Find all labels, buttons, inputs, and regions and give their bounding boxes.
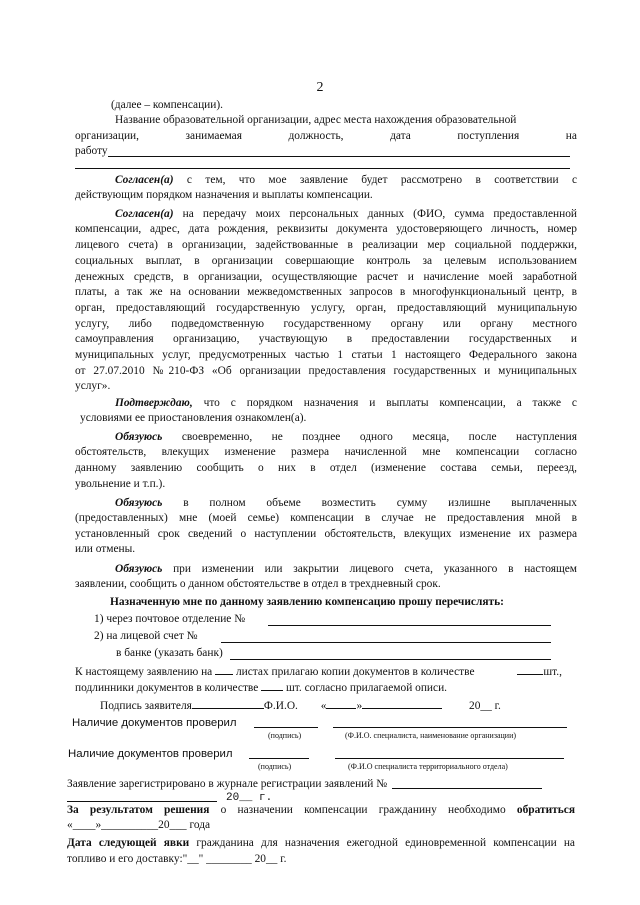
obl-1-line: увольнение и т.п.).	[75, 478, 166, 490]
check-2-fio-field[interactable]	[335, 758, 564, 759]
obl-3-text: при изменении или закрытии лицевого счета, указанного в настоящем	[162, 563, 577, 575]
continuation-text: (далее – компенсации).	[111, 99, 223, 111]
result-bold-2: обратиться	[516, 804, 575, 816]
attach-line-1	[75, 663, 562, 681]
org-line-1: Название образовательной организации, адрес места нахождения образовательной	[115, 114, 517, 126]
work-label: работу	[75, 145, 108, 157]
sign-day-field[interactable]	[326, 697, 356, 709]
fio-label: Ф.И.О.	[263, 700, 298, 712]
agree-1-bold: Согласен(а)	[115, 174, 174, 186]
check-2-label: Наличие документов проверил	[68, 748, 233, 760]
obl-1-bold: Обязуюсь	[115, 431, 163, 443]
sign-year: 20__ г.	[469, 700, 501, 712]
transfer-option-bank: в банке (указать банк)	[116, 647, 223, 659]
agree-1-line-1	[75, 173, 577, 189]
account-number-field[interactable]	[221, 642, 551, 643]
agree-2-line: самоуправления организацию, участвующую в предоставлении государственных и	[75, 333, 577, 345]
attach-line-2	[75, 679, 447, 697]
org-word: дата	[390, 130, 411, 142]
attach-text-2: листах прилагаю копии документов в количестве	[235, 666, 475, 678]
check-1-caption-signature: (подпись)	[268, 731, 302, 740]
obl-1-line-1	[75, 430, 577, 446]
transfer-option-account: 2) на лицевой счет №	[94, 630, 198, 642]
signature-field[interactable]	[192, 697, 264, 709]
date-open-quote: «	[320, 700, 327, 712]
org-line-3	[75, 144, 577, 160]
agree-2-line: социальных выплат, в организации совершающие контроль за целевым использованием	[75, 255, 577, 267]
originals-count-field[interactable]	[261, 679, 283, 691]
transfer-option-post: 1) через почтовое отделение №	[94, 613, 246, 625]
next-visit-line-1	[67, 836, 575, 852]
attach-text-1: К настоящему заявлению на	[75, 666, 213, 678]
obl-2-line-1	[75, 496, 577, 512]
registration-year: 20__ г.	[226, 792, 273, 804]
agree-2-line: платы, а так же на основании межведомственных запросов в многофункциональный центр, в	[75, 286, 577, 298]
obl-3-line: заявлении, сообщить о данном обстоятельстве в отдел в трехдневный срок.	[75, 578, 441, 590]
work-field-line-2[interactable]	[75, 168, 570, 169]
sign-month-field[interactable]	[362, 697, 442, 709]
result-text: о назначении компенсации гражданину необходимо	[209, 804, 517, 816]
copies-count-field[interactable]	[517, 663, 543, 675]
result-date-field[interactable]: «____»__________20___ года	[67, 819, 211, 831]
signature-row	[100, 697, 501, 715]
check-2-signature-field[interactable]	[249, 758, 309, 759]
sheets-count-field[interactable]	[215, 663, 233, 675]
obl-2-line: (предоставленных) мне (моей семье) компенсации в случае не предоставления мной в	[75, 512, 577, 524]
work-field-line[interactable]	[108, 156, 570, 157]
registration-label: Заявление зарегистрировано в журнале регистрации заявлений №	[67, 778, 388, 790]
org-word: занимаемая	[185, 130, 242, 142]
obl-2-line: или отмены.	[75, 543, 136, 555]
obl-3-line-1	[75, 562, 577, 578]
org-line-2	[75, 129, 577, 145]
attach-text-4: подлинники документов в количестве	[75, 682, 259, 694]
transfer-title: Назначенную мне по данному заявлению компенсацию прошу перечислять:	[110, 596, 504, 608]
attach-text-3: шт.,	[543, 666, 562, 678]
agree-1-text: с тем, что мое заявление будет рассмотрено в соответствии с	[173, 174, 577, 186]
agree-2-line: от 27.07.2010 №210-ФЗ «Об организации предоставления государственных и муниципальных	[75, 365, 577, 377]
result-line-1	[67, 803, 575, 819]
registration-date-field[interactable]	[67, 801, 217, 802]
obl-2-line: установленный срок сведений о наступлении обстоятельств, влекущих изменение их размера	[75, 528, 577, 540]
agree-2-text: на передачу моих персональных данных (ФИО, сумма предоставленной	[173, 208, 577, 220]
org-word: поступления	[457, 130, 520, 142]
agree-2-line: муниципальных услуг, предусмотренных частью 1 статьи 1 настоящего Федерального закона	[75, 349, 577, 361]
confirm-text: что с порядком назначения и выплаты компенсации, а также с	[192, 397, 577, 409]
agree-2-line: услугу, либо подведомственную государственному органу или органу местного	[75, 318, 577, 330]
agree-2-line-1	[75, 207, 577, 223]
agree-1-line-2: действующим порядком назначения и выплаты компенсации.	[75, 189, 373, 201]
next-visit-bold: Дата следующей явки	[67, 837, 190, 849]
obl-1-line: данному заявлению сообщить о них в отдел (изменение состава семьи, переезд,	[75, 462, 577, 474]
check-1-caption-fio: (Ф.И.О. специалиста, наименование организации)	[345, 731, 517, 740]
check-2-caption-signature: (подпись)	[258, 762, 292, 771]
org-word: на	[565, 130, 577, 142]
result-bold: За результатом решения	[67, 804, 210, 816]
next-visit-date-field[interactable]: топливо и его доставку:"__" ________ 20__ г.	[67, 853, 287, 865]
obl-1-line: обстоятельств, влекущих изменение размера начисленной мне компенсации согласно	[75, 446, 577, 458]
agree-2-line: компенсации, адрес, дата рождения, реквизиты документа удостоверяющего личность, номер	[75, 223, 577, 235]
check-1-fio-field[interactable]	[333, 727, 567, 728]
obl-2-text: в полном объеме возместить сумму излишне выплаченных	[162, 497, 577, 509]
signature-label: Подпись заявителя	[100, 700, 192, 712]
next-visit-text: гражданина для назначения ежегодной единовременной компенсации на	[189, 837, 575, 849]
obl-3-bold: Обязуюсь	[115, 563, 163, 575]
post-office-field[interactable]	[268, 625, 551, 626]
agree-2-bold: Согласен(а)	[115, 208, 174, 220]
agree-2-line: лицевого счета) в организации, задействованные в реализации мер социальной поддержки,	[75, 239, 577, 251]
confirm-line-1	[75, 396, 577, 412]
obl-1-text: своевременно, не позднее одного месяца, после наступления	[162, 431, 577, 443]
agree-2-line: услуг».	[75, 380, 111, 392]
date-close-quote: »	[356, 700, 363, 712]
attach-text-5: шт. согласно прилагаемой описи.	[286, 682, 448, 694]
agree-2-line: орган, предоставляющий государственную услугу, орган, предоставляющий муниципальную	[75, 302, 577, 314]
registration-number-field[interactable]	[392, 788, 542, 789]
page-number: 2	[316, 80, 324, 95]
org-word: организации,	[75, 130, 139, 142]
agree-2-line: денежных средств, в организации, осуществляющие расчет и начисление моей заработной	[75, 271, 577, 283]
check-1-signature-field[interactable]	[254, 727, 318, 728]
org-word: должность,	[288, 130, 344, 142]
obl-2-bold: Обязуюсь	[115, 497, 163, 509]
confirm-bold: Подтверждаю,	[115, 397, 193, 409]
check-1-label: Наличие документов проверил	[72, 717, 237, 729]
bank-field[interactable]	[230, 659, 551, 660]
check-2-caption-fio: (Ф.И.О специалиста территориального отдела)	[348, 762, 508, 771]
confirm-line-2: условиями ее приостановления ознакомлен(а).	[80, 412, 307, 424]
